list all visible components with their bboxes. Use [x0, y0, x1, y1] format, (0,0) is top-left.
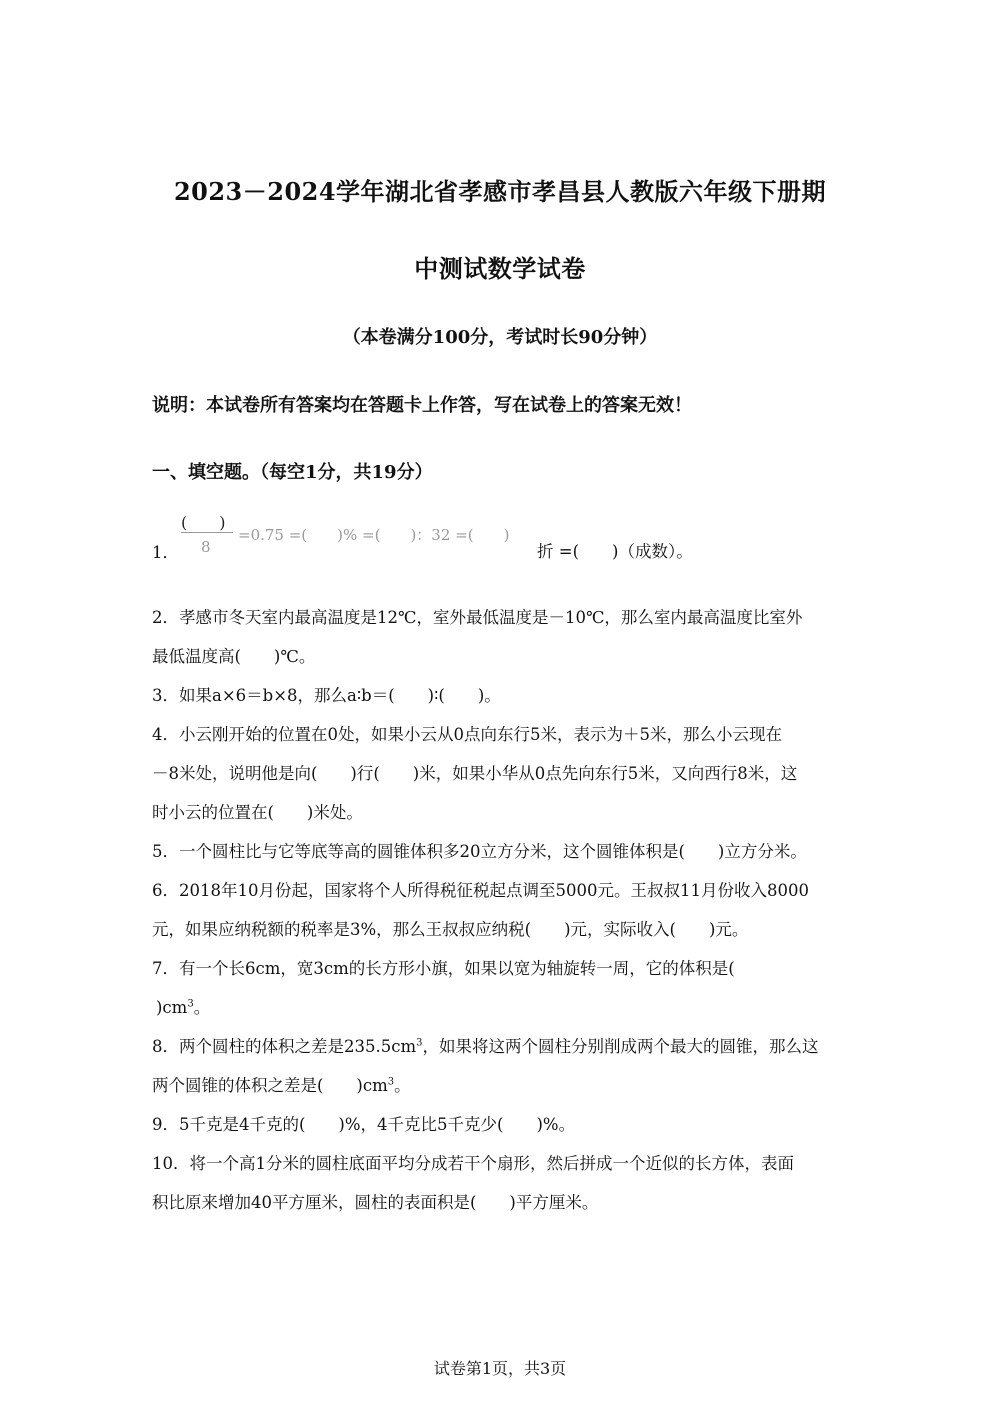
q10-line1: 10．将一个高1分米的圆柱底面平均分成若干个扇形，然后拼成一个近似的长方体，表面	[152, 1154, 794, 1173]
q8-line1-end: ，如果将这两个圆柱分别削成两个最大的圆锥，那么这	[422, 1037, 819, 1056]
q3-line1: 3．如果a×6＝b×8，那么a∶b＝( )∶( )。	[152, 686, 501, 705]
q8-line1-superscript: 3	[416, 1037, 423, 1049]
exam-subtitle: （本卷满分100分，考试时长90分钟）	[342, 327, 658, 348]
q5-line1: 5．一个圆柱比与它等底等高的圆锥体积多20立方分米，这个圆锥体积是( )立方分米。	[152, 842, 807, 861]
q2-line2: 最低温度高( )℃。	[152, 647, 316, 666]
page-footer: 试卷第1页，共3页	[433, 1359, 567, 1378]
q6-line2: 元，如果应纳税额的税率是3%，那么王叔叔应纳税( )元，实际收入( )元。	[152, 920, 749, 939]
q7-superscript: 3	[187, 998, 194, 1010]
q6-line1: 6．2018年10月份起，国家将个人所得税征税起点调至5000元。王叔叔11月份收入8000	[152, 881, 809, 900]
q7-line2	[156, 994, 210, 1018]
q7-line1: 7．有一个长6cm，宽3cm的长方形小旗，如果以宽为轴旋转一周，它的体积是(	[152, 959, 735, 978]
q8-line1-text: 8．两个圆柱的体积之差是235.5cm	[152, 1037, 417, 1056]
section-heading: 一、填空题。（每空1分，共19分）	[152, 462, 433, 483]
q4-line2: －8米处，说明他是向( )行( )米，如果小华从0点先向东行5米，又向西行8米，这	[152, 764, 798, 783]
q4-line1: 4．小云刚开始的位置在0处，如果小云从0点向东行5米，表示为＋5米，那么小云现在	[152, 725, 782, 744]
q8-line1	[152, 1033, 819, 1057]
q7-line2-text: )cm	[156, 998, 188, 1017]
exam-note: 说明：本试卷所有答案均在答题卡上作答，写在试卷上的答案无效！	[152, 395, 692, 416]
q1-numerator: ( )	[181, 513, 226, 532]
exam-title-line2: 中测试数学试卷	[414, 254, 586, 283]
exam-title-line1: 2023－2024学年湖北省孝感市孝昌县人教版六年级下册期	[173, 177, 827, 206]
q8-line2-text: 两个圆锥的体积之差是( )cm	[152, 1076, 388, 1095]
q8-line2	[152, 1072, 411, 1096]
q1-tail: 折 =( )（成数）。	[537, 542, 693, 561]
q7-line2-end: 。	[193, 998, 211, 1017]
q2-line1: 2．孝感市冬天室内最高温度是12℃，室外最低温度是－10℃，那么室内最高温度比室外	[152, 608, 803, 627]
q8-line2-end: 。	[394, 1076, 411, 1095]
fraction-bar	[181, 532, 233, 533]
q1-expression: =0.75 =( )% =( )：32 =( )	[238, 526, 510, 544]
q1-denominator: 8	[201, 538, 211, 556]
q9-line1: 9．5千克是4千克的( )%，4千克比5千克少( )%。	[152, 1115, 576, 1134]
q8-line2-superscript: 3	[387, 1076, 395, 1088]
q1-number: 1．	[152, 543, 179, 562]
q4-line3: 时小云的位置在( )米处。	[152, 803, 363, 822]
q10-line2: 积比原来增加40平方厘米，圆柱的表面积是( )平方厘米。	[152, 1193, 599, 1212]
